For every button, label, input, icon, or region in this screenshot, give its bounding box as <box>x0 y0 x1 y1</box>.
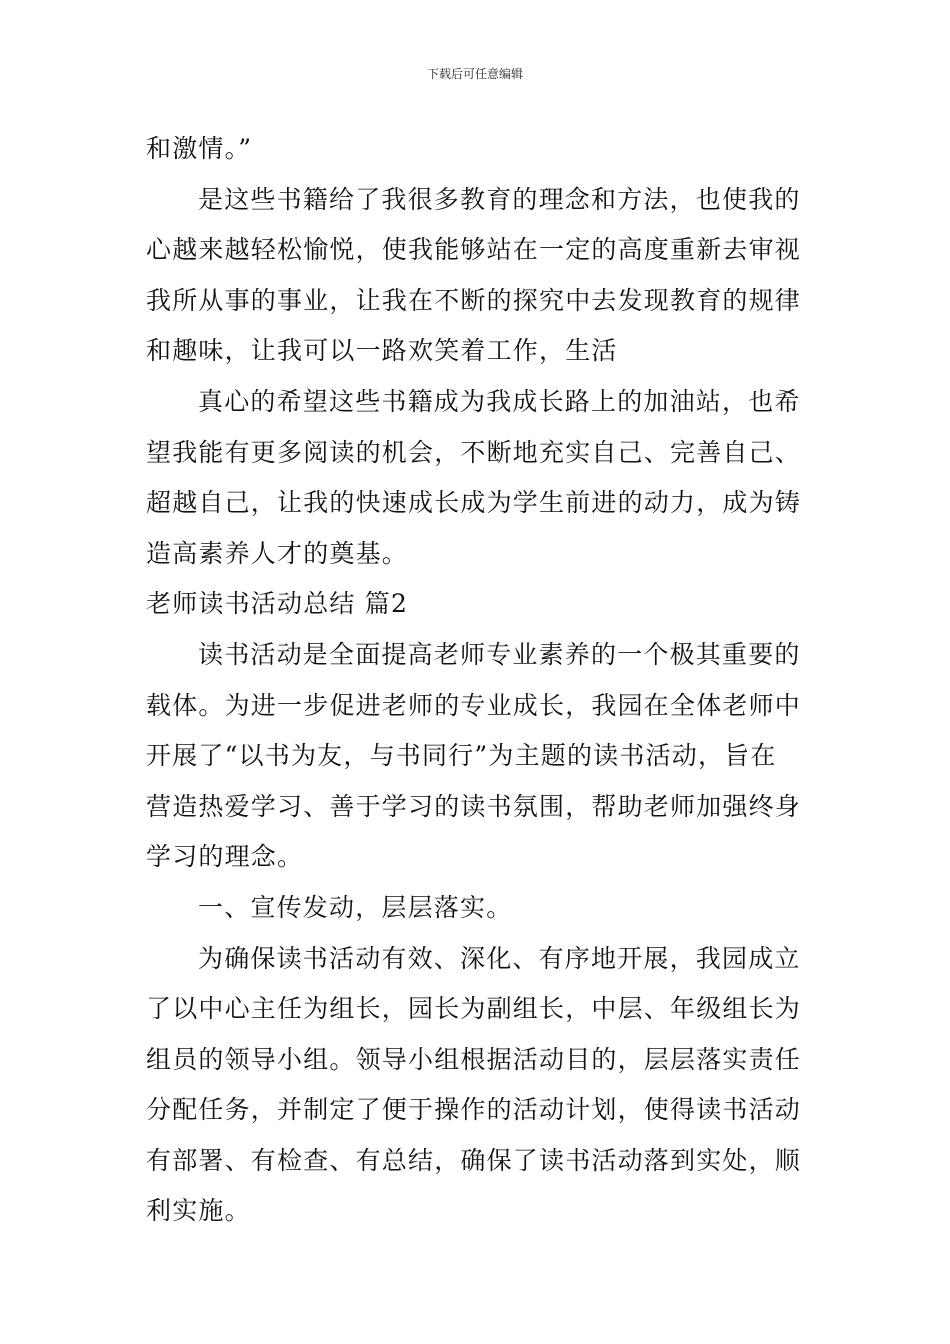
text-line: 组员的领导小组。领导小组根据活动目的，层层落实责任 <box>146 1044 802 1074</box>
text-line: 分配任务，并制定了便于操作的活动计划，使得读书活动 <box>146 1095 802 1125</box>
page-header: 下载后可任意编辑 <box>426 67 523 81</box>
text-line: 和趣味，让我可以一路欢笑着工作，生活 <box>146 336 618 366</box>
document-body <box>146 124 808 1237</box>
text-line: 为确保读书活动有效、深化、有序地开展，我园成立 <box>198 943 801 973</box>
text-line: 有部署、有检查、有总结，确保了读书活动落到实处，顺 <box>146 1145 802 1175</box>
text-line: 我所从事的事业，让我在不断的探究中去发现教育的规律 <box>146 285 802 315</box>
text-line: 造高素养人才的奠基。 <box>146 538 409 568</box>
text-line: 一、宣传发动，层层落实。 <box>198 892 513 922</box>
text-line: 载体。为进一步促进老师的专业成长，我园在全体老师中 <box>146 690 802 720</box>
text-line: 开展了“以书为友，与书同行”为主题的读书活动，旨在 <box>146 741 777 771</box>
text-line: 营造热爱学习、善于学习的读书氛围，帮助老师加强终身 <box>146 791 802 821</box>
text-line: 利实施。 <box>146 1196 251 1226</box>
text-line: 是这些书籍给了我很多教育的理念和方法，也使我的 <box>198 184 801 214</box>
text-line: 真心的希望这些书籍成为我成长路上的加油站，也希 <box>198 386 801 416</box>
text-line: 望我能有更多阅读的机会，不断地充实自己、完善自己、 <box>146 437 802 467</box>
text-line: 学习的理念。 <box>146 842 304 872</box>
text-line: 读书活动是全面提高老师专业素养的一个极其重要的 <box>198 639 801 669</box>
text-line: 了以中心主任为组长，园长为副组长，中层、年级组长为 <box>146 994 802 1024</box>
text-line: 超越自己，让我的快速成长成为学生前进的动力，成为铸 <box>146 488 802 518</box>
text-line: 心越来越轻松愉悦，使我能够站在一定的高度重新去审视 <box>146 235 802 265</box>
text-line: 和激情。” <box>146 134 253 163</box>
text-line: 老师读书活动总结 篇2 <box>146 589 409 619</box>
